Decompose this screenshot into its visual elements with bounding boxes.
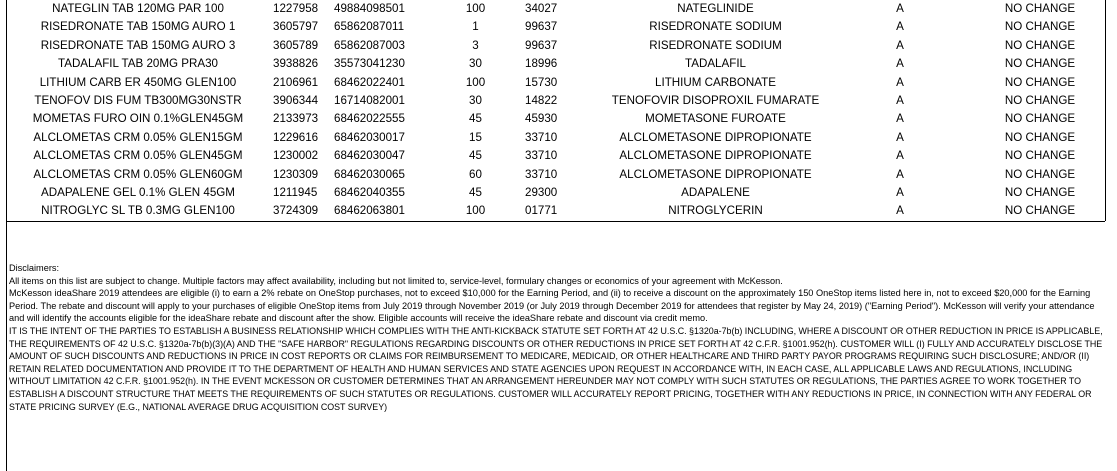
item-number-cell: 3938826 [273, 57, 319, 71]
gcn-cell: 99637 [525, 38, 558, 52]
disclaimer-ideashare-rebate: McKesson ideaShare 2019 attendees are eligible (i) to earn a 2% rebate on OneStop purchases, not to exceed $10,000 for the Earning Period, and (ii) to receive a discount on the approximately 150 OneStop items listed here in, not to exceed $20,000 for the Earning Period. The rebate and discount will apply to your purchases of eligible OneStop items from July 2019 through November 2019 (or July 2019 through December 2019 for attendees that register by May 24, 2019) ("Earning Period"). McKesson will verify your attendance and will identify the accounts eligible for the ideaShare rebate and discount after the show. Eligible accounts will receive the ideaShare rebate and discount via credit memo. [9, 288, 1095, 324]
status-cell: NO CHANGE [1004, 94, 1076, 108]
ndc-cell: 68462030017 [334, 130, 405, 144]
generic-name-cell: TADALAFIL [685, 57, 746, 71]
gcn-cell: 33710 [525, 167, 558, 181]
code-cell: A [896, 94, 904, 108]
table-row [7, 147, 1105, 165]
status-cell: NO CHANGE [1004, 186, 1076, 200]
table-row [7, 0, 1105, 18]
status-cell: NO CHANGE [1004, 20, 1076, 34]
code-cell: A [896, 57, 904, 71]
ndc-cell: 68462022555 [334, 112, 405, 126]
generic-name-cell: ALCLOMETASONE DIPROPIONATE [619, 130, 812, 144]
table-row [7, 110, 1105, 128]
table-row [7, 55, 1105, 73]
package-quantity-cell: 1 [472, 20, 479, 34]
item-number-cell: 1230309 [273, 167, 319, 181]
table-row [7, 129, 1105, 147]
item-description-cell: RISEDRONATE TAB 150MG AURO 3 [40, 38, 236, 52]
gcn-cell: 99637 [525, 20, 558, 34]
ndc-cell: 65862087011 [334, 20, 405, 34]
gcn-cell: 01771 [521, 202, 606, 221]
code-cell: A [896, 75, 904, 89]
item-description-cell: RISEDRONATE TAB 150MG AURO 1 [40, 20, 236, 34]
gcn-cell: 34027 [525, 2, 558, 15]
ndc-cell: 68462022401 [334, 75, 405, 89]
code-cell: A [896, 112, 904, 126]
code-cell: A [896, 186, 904, 200]
ndc-cell: 68462030047 [334, 149, 405, 163]
code-cell: A [896, 130, 904, 144]
status-cell: NO CHANGE [1004, 167, 1076, 181]
item-description-cell: TADALAFIL TAB 20MG PRA30 [57, 57, 218, 71]
item-number-cell: 3605789 [273, 38, 319, 52]
table-row [7, 74, 1105, 92]
item-number-cell: 2133973 [273, 112, 319, 126]
item-description-cell: ALCLOMETAS CRM 0.05% GLEN60GM [33, 167, 243, 181]
drug-table [7, 0, 1105, 222]
table-row [7, 37, 1105, 55]
gcn-cell: 15730 [525, 75, 558, 89]
code-cell: A [896, 167, 904, 181]
item-number-cell: 1227958 [273, 2, 319, 15]
ndc-cell: 68462063801 [332, 202, 430, 221]
code-cell: A [896, 20, 904, 34]
generic-name-cell: RISEDRONATE SODIUM [649, 20, 782, 34]
ndc-cell: 68462030065 [334, 167, 405, 181]
item-number-cell: 2106961 [273, 75, 319, 89]
generic-name-cell: LITHIUM CARBONATE [655, 75, 776, 89]
package-quantity-cell: 15 [469, 130, 482, 144]
table-row [7, 202, 1105, 221]
table-row [7, 166, 1105, 184]
gcn-cell: 33710 [525, 130, 558, 144]
gcn-cell: 45930 [525, 112, 558, 126]
item-description-cell: NITROGLYC SL TB 0.3MG GLEN100 [7, 202, 269, 221]
item-description-cell: ADAPALENE GEL 0.1% GLEN 45GM [41, 186, 235, 200]
item-description-cell: LITHIUM CARB ER 450MG GLEN100 [39, 75, 237, 89]
code-cell: A [896, 2, 904, 15]
item-description-cell: NATEGLIN TAB 120MG PAR 100 [52, 2, 224, 15]
item-description-cell: MOMETAS FURO OIN 0.1%GLEN45GM [32, 112, 244, 126]
generic-name-cell: RISEDRONATE SODIUM [649, 38, 782, 52]
generic-name-cell: ALCLOMETASONE DIPROPIONATE [619, 149, 812, 163]
table-row [7, 184, 1105, 202]
drug-table-body [7, 0, 1105, 221]
status-cell: NO CHANGE [1004, 75, 1076, 89]
code-cell: A [825, 202, 975, 221]
ndc-cell: 49884098501 [334, 2, 405, 15]
disclaimer-availability: All items on this list are subject to change. Multiple factors may affect availability, including but not limited to, service-level, formulary changes or economics of your agreement with McKesson. [9, 275, 783, 286]
package-quantity-cell: 100 [465, 75, 486, 89]
item-number-cell: 1230002 [273, 149, 319, 163]
package-quantity-cell: 45 [469, 186, 482, 200]
generic-name-cell: TENOFOVIR DISOPROXIL FUMARATE [611, 94, 820, 108]
package-quantity-cell: 60 [469, 167, 482, 181]
generic-name-cell: ALCLOMETASONE DIPROPIONATE [619, 167, 812, 181]
right-border-line [1105, 0, 1106, 221]
generic-name-cell: MOMETASONE FUROATE [645, 112, 786, 126]
item-number-cell: 3605797 [273, 20, 319, 34]
status-cell: NO CHANGE [1004, 130, 1076, 144]
table-row [7, 18, 1105, 36]
code-cell: A [896, 38, 904, 52]
item-description-cell: ALCLOMETAS CRM 0.05% GLEN15GM [33, 130, 243, 144]
status-cell: NO CHANGE [1004, 112, 1076, 126]
package-quantity-cell: 45 [469, 149, 482, 163]
table-row [7, 92, 1105, 110]
item-number-cell: 3906344 [273, 94, 319, 108]
generic-name-cell: NITROGLYCERIN [606, 202, 825, 221]
ndc-cell: 65862087003 [334, 38, 405, 52]
package-quantity-cell: 30 [469, 57, 482, 71]
ndc-cell: 68462040355 [334, 186, 405, 200]
status-cell: NO CHANGE [1004, 149, 1076, 163]
item-number-cell: 1211945 [273, 186, 318, 200]
disclaimers-section [9, 262, 1109, 413]
gcn-cell: 29300 [525, 186, 558, 200]
item-description-cell: ALCLOMETAS CRM 0.05% GLEN45GM [33, 149, 243, 163]
status-cell: NO CHANGE [1004, 57, 1076, 71]
code-cell: A [896, 149, 904, 163]
status-cell: NO CHANGE [1004, 38, 1076, 52]
gcn-cell: 14822 [525, 94, 558, 108]
disclaimer-anti-kickback: IT IS THE INTENT OF THE PARTIES TO ESTABLISH A BUSINESS RELATIONSHIP WHICH COMPLIES WITH THE ANTI-KICKBACK STATUTE SET FORTH AT 42 U.S.C. §1320a-7b(b) INCLUDING, WHERE A DISCOUNT OR OTHER REDUCTION IN PRICE IS APPLICABLE, THE REQUIREMENTS OF 42 U.S.C. §1320a-7b(b)(3)(A) AND THE "SAFE HARBOR" REGULATIONS REGARDING DISCOUNTS OR OTHER REDUCTIONS IN PRICE SET FORTH AT 42 C.F.R. §1001.952(h). CUSTOMER WILL (I) FULLY AND ACCURATELY DISCLOSE THE AMOUNT OF SUCH DISCOUNTS AND REDUCTIONS IN PRICE IN COST REPORTS OR CLAIMS FOR REIMBURSEMENT TO MEDICARE, MEDICAID, OR OTHER HEALTHCARE AND THIRD PARTY PAYOR PROGRAMS REQUIRING SUCH DISCLOSURE; AND/OR (II) RETAIN RELATED DOCUMENTATION AND PROVIDE IT TO THE DEPARTMENT OF HEALTH AND HUMAN SERVICES AND STATE AGENCIES UPON REQUEST IN ACCORDANCE WITH, IN EACH CASE, ALL APPLICABLE LAWS AND REGULATIONS, INCLUDING WITHOUT LIMITATION 42 C.F.R. §1001.952(h). IN THE EVENT MCKESSON OR CUSTOMER DETERMINES THAT AN ARRANGEMENT HEREUNDER MAY NOT COMPLY WITH SUCH STATUTES OR REGULATIONS, THE PARTIES AGREE TO WORK TOGETHER TO ESTABLISH A DISCOUNT STRUCTURE THAT MEETS THE REQUIREMENTS OF SUCH STATUTES OR REGULATIONS. CUSTOMER WILL ACCURATELY REPORT PRICING, TOGETHER WITH ANY REDUCTIONS IN PRICE, IN CONNECTION WITH ANY FEDERAL OR STATE PRICING SURVEY (E.G., NATIONAL AVERAGE DRUG ACQUISITION COST SURVEY) [9, 325, 1103, 412]
gcn-cell: 33710 [525, 149, 558, 163]
package-quantity-cell: 45 [469, 112, 482, 126]
item-number-cell: 1229616 [273, 130, 319, 144]
generic-name-cell: NATEGLINIDE [677, 2, 754, 15]
status-cell: NO CHANGE [1004, 2, 1076, 15]
gcn-cell: 18996 [525, 57, 558, 71]
item-description-cell: TENOFOV DIS FUM TB300MG30NSTR [34, 94, 242, 108]
item-number-cell: 3724309 [269, 202, 332, 221]
ndc-cell: 16714082001 [334, 94, 405, 108]
disclaimers-heading: Disclaimers: [9, 263, 60, 273]
generic-name-cell: ADAPALENE [681, 186, 750, 200]
package-quantity-cell: 30 [469, 94, 482, 108]
ndc-cell: 35573041230 [334, 57, 405, 71]
status-cell: NO CHANGE [975, 202, 1105, 221]
package-quantity-cell: 100 [430, 202, 521, 221]
package-quantity-cell: 100 [465, 2, 486, 15]
package-quantity-cell: 3 [472, 38, 479, 52]
